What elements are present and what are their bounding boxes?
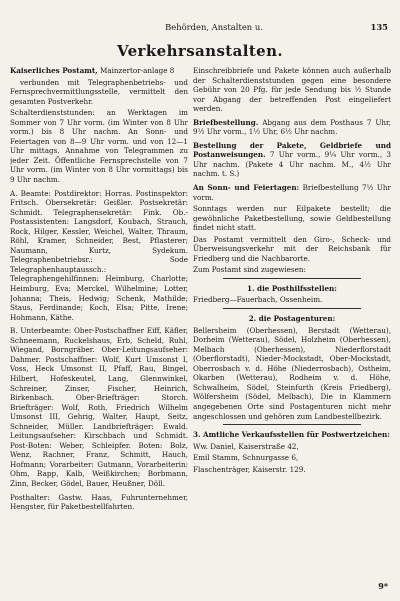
right-paragraph-5: Sonntags werden nur Eilpakete bestellt; die gewöhnliche Paketbestellung, sowie Geldbestellung findet nicht statt. <box>193 204 391 233</box>
right-paragraph-6: Das Postamt vermittelt den Giro-, Scheck- und Überweisungsverkehr mit der Reichsbank für Friedberg und die Nachbarorte. <box>193 234 391 263</box>
sales-point-3: Flaschenträger, Kaiserstr. 129. <box>193 464 306 474</box>
page-title: Verkehrsanstalten. <box>116 42 284 60</box>
post-heading: Kaiserliches Postamt, <box>10 66 98 75</box>
left-paragraph-5: Posthalter: Gastw. Haas, Fuhrunternehmer, Hengster, für Paketbestellfahrten. <box>10 492 188 512</box>
footer-mark: 9* <box>378 581 388 591</box>
sales-point-1: Ww. Daniel, Kaiserstraße 42, <box>193 441 299 451</box>
left-paragraph-4: B. Unterbeamte: Ober-Postschaffner Eiff, Käfler, Schneemann, Ruckelshaus, Erb, Scheld, Ruhl, Wiegand, Borngräber. Ober-Leitungsaufseher: Dahmer. Postschaffner: Wolf, Kurt Umsonst I, Voss, Heck Umsonst II, Pfaff, Rau, Bingel, Hilbert, Hofeskeutel, Lang, Glennwinkel, Schreiner, Zinser, Fischer, Heinrich, Birkenbach. Ober-Briefträger: Storch. Briefträger: Wolf, Roth, Friedrich Wilhelm Umsonst III, Gehrig, Walter, Haupt, Seitz, Schneider, Müller. Landbriefträger: Ewald. Leitungsaufseher: Kirschbach und Schmidt. Post-Boten: Weber, Schleipfer. Boten: Bolz, Wenz, Rachner, Franz, Schmitt, Hauch, Hofmann; Vorarbeiter: Gutmann, Vorarbeiterin: Ohm, Rapp, Kalb, Weißkirchen; Borbmann, Zinn, Becker, Gödel, Bauer, Heußner, Döll. <box>10 326 188 488</box>
left-paragraph-2: Schalterdienststunden: an Werktagen im Sommer von 7 Uhr vorm. (im Winter von 8 Uhr vorm.) bis 8 Uhr nachm. An Sonn- und Feiertagen von 8—9 Uhr vorm. und von 12—1 Uhr mittags. Annahme von Telegrammen zu jeder Zeit. Öffentliche Fernsprechstelle von 7 Uhr vorm. (im Winter von 8 Uhr vormittags) bis 9 Uhr nachm. <box>10 108 188 185</box>
left-paragraph-1: verbunden mit Telegraphenbetriebs- und Fernsprechvermittlungsstelle, vermittelt den gesamten Postverkehr. <box>10 77 188 106</box>
right-paragraph-7: Zum Postamt sind zugewiesen: <box>193 265 306 275</box>
right-paragraph-1: Einschreibbriefe und Pakete können auch außerhalb der Schalterdienststunden gegen eine besondere Gebühr von 20 Pfg. für jede Sendung bis ½ Stunde vor Abgang der betreffenden Post eingeliefert werden. <box>193 66 391 114</box>
sunday-text: Briefbestellung 7½ Uhr vorm. <box>193 183 391 202</box>
running-head-text: Behörden, Anstalten u. <box>165 22 263 32</box>
post-address: Mainzertor-anlage 8 <box>99 66 175 75</box>
divider <box>223 308 361 309</box>
letter-delivery-text: Abgang aus dem Posthaus 7 Uhr, 9½ Uhr vorm., 1½ Uhr, 6½ Uhr nachm. <box>193 117 391 137</box>
left-paragraph-3: A. Beamte: Postdirektor: Horras. Postinspektor: Fritsch. Obersekretär: Geißler. Postsekretär: Schmidt. Telegraphensekretär: Fink. Ob.-Postassistenten: Langsdorf, Koubach, Strauch, Rock, Hilger, Kessler, Weichel, Walter, Thraum, Röhl, Kramer, Schneider, Best, Pflasterer; Naumann, Kurtz, Sydekum. Telegraphenbetriebsr.: Sode Telegraphenhauptaussch.: Telegraphengehilfinnen: Heimburg, Charlotte; Heimburg, Eva; Merckel, Wilhelmine; Lotter, Johanna; Theis, Hedwig; Schenk, Mathilde; Staus, Ferdinande; Koch, Elsa; Pitte, Irene; Hohmann, Käthe. <box>10 188 188 322</box>
right-column <box>193 66 391 593</box>
posthilfsstellen-heading: 1. die Posthilfsstellen: <box>247 283 337 293</box>
parcel-delivery-heading: Bestellung der Pakete, Geldbriefe und Postanweisungen. <box>193 140 391 160</box>
sales-point-2: Emil Stamm, Schnurgasse 6, <box>193 453 299 463</box>
sunday-heading: An Sonn- und Feiertagen: <box>193 183 300 193</box>
posthilfsstellen-text: Friedberg—Fauerbach, Ossenheim. <box>193 295 323 305</box>
divider <box>223 424 361 425</box>
letter-delivery-heading: Briefbestellung. <box>193 117 259 127</box>
postagenturen-heading: 2. die Postagenturen: <box>248 314 336 324</box>
sales-points-heading: 3. Amtliche Verkaufsstellen für Postwertzeichen: <box>193 430 390 440</box>
left-column <box>10 66 188 593</box>
running-head <box>40 20 388 34</box>
page-number: 135 <box>370 22 388 32</box>
postagenturen-text: Bellersheim (Oberhessen), Berstadt (Wetterau), Dorheim (Wetterau), Södel, Holzheim (Oberhessen), Melbach (Oberhessen), Niederflorstadt (Oberflorstadt), Nieder-Mockstadt, Ober-Mockstadt, Oberrosbach v. d. Höhe (Niederrosbach), Ostheim, Okarben (Wetterau), Rodheim v. d. Höhe, Schwalheim, Södel, Steinfurth (Kreis Friedberg), Wölfersheim (Södel, Melbach), Die in Klammern angegebenen Orte sind Postagenturen nicht mehr angeschlossen und gehören zum Landbestellbezirk. <box>193 325 391 421</box>
divider <box>223 278 361 279</box>
parcel-delivery-text: 7 Uhr vorm., 9¼ Uhr vorm., 3 Uhr nachm. (Pakete 4 Uhr nachm. M., 4½ Uhr nachm. t. S.) <box>193 150 391 179</box>
